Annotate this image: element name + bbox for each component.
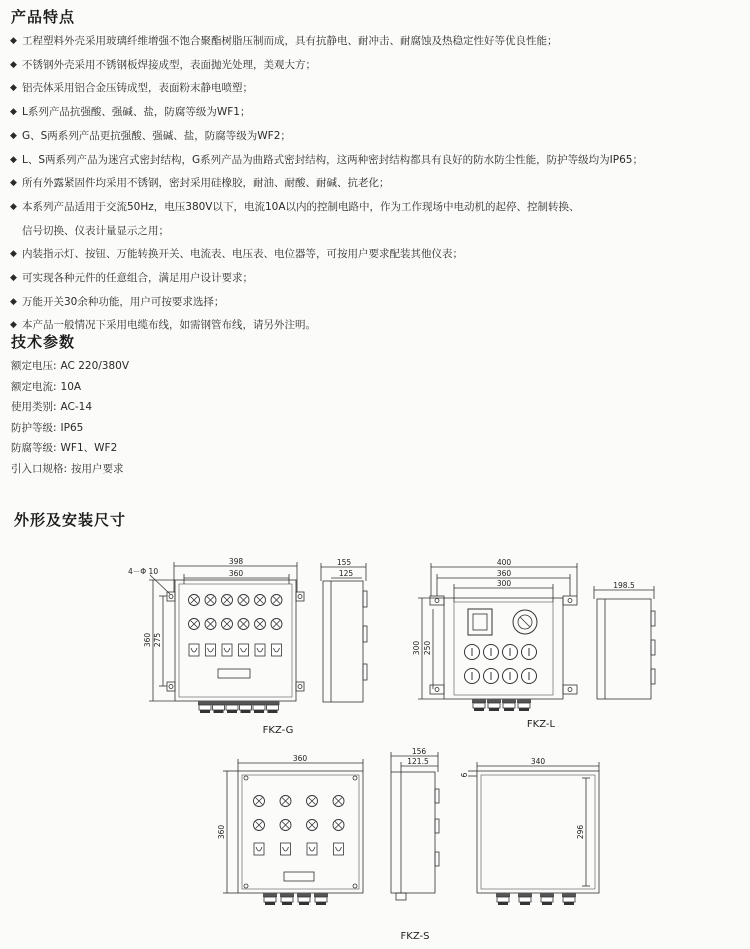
cable-gland-icon: [297, 893, 311, 905]
selector-switch-icon: [239, 644, 249, 656]
spec-label: 额定电流:: [11, 380, 57, 393]
dimensions-title: 外形及安装尺寸: [14, 511, 127, 529]
fkz-g-hole-note: 4－Φ 10: [128, 567, 159, 576]
fkz-s-side-outer: 156: [411, 747, 427, 756]
spec-value: AC 220/380V: [60, 360, 130, 372]
fkz-l-width-mid: 360: [496, 569, 512, 578]
selector-switch-icon: [334, 843, 344, 855]
fkz-g-side-inner: 125: [338, 569, 354, 578]
fkz-s-gap: 6: [460, 772, 469, 778]
indicator-lamp-icon: [205, 595, 216, 606]
feature-text: 铝壳体采用铝合金压铸成型，表面粉末静电喷塑；: [22, 82, 253, 95]
fkz-s-side-view: [391, 752, 439, 900]
fkz-g-width-outer: 398: [228, 557, 244, 566]
fkz-g-caption: FKZ-G: [262, 725, 294, 736]
indicator-lamp-icon: [254, 820, 265, 831]
fkz-g-width-inner: 360: [228, 569, 244, 578]
cable-gland-icon: [518, 893, 532, 905]
spec-label: 额定电压:: [11, 360, 57, 372]
feature-text: 可实现各种元件的任意组合，满足用户设计要求；: [22, 272, 253, 285]
cable-gland-icon: [239, 701, 253, 713]
spec-value: AC-14: [60, 401, 93, 414]
indicator-lamp-icon: [254, 796, 265, 807]
fkz-g-height-outer: 360: [143, 632, 152, 648]
spec-label: 引入口规格:: [11, 462, 68, 475]
indicator-lamp-icon: [280, 820, 291, 831]
indicator-lamp-icon: [307, 820, 318, 831]
cable-gland-icon: [562, 893, 576, 905]
push-button-icon: [465, 669, 480, 684]
push-button-icon: [522, 645, 537, 660]
feature-text: 本系列产品适用于交流50Hz，电压380V以下，电流10A以内的控制电路中，作为工作现场中电动机的起停、控制转换、: [22, 200, 580, 213]
fkz-g-side-outer: 155: [336, 558, 352, 567]
indicator-lamp-icon: [333, 796, 344, 807]
selector-switch-icon: [222, 644, 232, 656]
fkz-s-caption: FKZ-S: [400, 931, 430, 942]
indicator-lamp-icon: [238, 595, 249, 606]
bullet-icon: ◆: [10, 36, 17, 46]
indicator-lamp-icon: [255, 595, 266, 606]
indicator-lamp-icon: [205, 619, 216, 630]
spec-value: 10A: [60, 380, 82, 393]
fkz-g-front-view: [149, 562, 304, 701]
spec-value: 按用户要求: [71, 462, 124, 475]
bullet-icon: ◆: [10, 178, 17, 189]
push-button-icon: [522, 669, 537, 684]
fkz-l-height-outer: 300: [412, 640, 421, 656]
bullet-icon: ◆: [10, 320, 17, 331]
feature-text: 工程塑料外壳采用玻璃纤维增强不饱合聚酯树脂压制而成，具有抗静电、耐冲击、耐腐蚀及热稳定性好等优良性能；: [22, 35, 558, 47]
indicator-lamp-icon: [238, 619, 249, 630]
cable-gland-icon: [314, 893, 328, 905]
bullet-icon: ◆: [10, 107, 17, 118]
push-button-icon: [484, 669, 499, 684]
feature-text: L系列产品抗强酸、强碱、盐，防腐等级为WF1；: [22, 106, 251, 119]
feature-continuation: 信号切换、仪表计量显示之用；: [22, 224, 169, 237]
features-title: 产品特点: [11, 8, 76, 26]
selector-switch-icon: [206, 644, 216, 656]
cable-gland-icon: [263, 893, 277, 905]
indicator-lamp-icon: [333, 820, 344, 831]
fkz-l-side: 198.5: [613, 581, 635, 590]
bullet-icon: ◆: [10, 130, 17, 141]
cable-gland-icon: [487, 699, 501, 711]
feature-text: 不锈钢外壳采用不锈钢板焊接成型，表面抛光处理，美观大方；: [22, 58, 316, 71]
indicator-lamp-icon: [271, 619, 282, 630]
fkz-l-side-view: [594, 586, 655, 699]
selector-switch-icon: [281, 843, 291, 855]
spec-label: 防护等级:: [11, 421, 57, 434]
fkz-s-back-height: 296: [576, 824, 585, 840]
push-button-icon: [484, 645, 499, 660]
indicator-lamp-icon: [189, 619, 200, 630]
fkz-l-width-outer: 400: [496, 558, 512, 567]
feature-text: G、S两系列产品更抗强酸、强碱、盐，防腐等级为WF2；: [22, 129, 291, 142]
spec-label: 使用类别:: [11, 401, 57, 414]
feature-text: 内装指示灯、按钮、万能转换开关、电流表、电压表、电位器等，可按用户要求配装其他仪表；: [22, 248, 463, 261]
push-button-icon: [503, 645, 518, 660]
bullet-icon: ◆: [10, 249, 17, 260]
push-button-icon: [503, 669, 518, 684]
specs-title: 技术参数: [11, 333, 76, 351]
indicator-lamp-icon: [222, 619, 233, 630]
selector-switch-icon: [254, 843, 264, 855]
bullet-icon: ◆: [10, 201, 17, 212]
cable-gland-icon: [266, 701, 280, 713]
indicator-lamp-icon: [255, 619, 266, 630]
indicator-lamp-icon: [189, 595, 200, 606]
bullet-icon: ◆: [10, 154, 17, 165]
spec-value: WF1、WF2: [60, 442, 118, 455]
bullet-icon: ◆: [10, 83, 17, 94]
cable-gland-icon: [517, 699, 531, 711]
selector-switch-icon: [307, 843, 317, 855]
selector-switch-icon: [189, 644, 199, 656]
fkz-g-side-view: [321, 563, 367, 702]
push-button-icon: [465, 645, 480, 660]
cable-gland-icon: [198, 701, 212, 713]
cable-gland-icon: [496, 893, 510, 905]
fkz-s-side-inner: 121.5: [407, 757, 429, 766]
spec-value: IP65: [60, 421, 84, 434]
cable-gland-icon: [252, 701, 266, 713]
feature-text: 万能开关30余种功能，用户可按要求选择；: [22, 295, 225, 308]
cable-gland-icon: [225, 701, 239, 713]
fkz-l-width-inner: 300: [496, 579, 512, 588]
indicator-lamp-icon: [271, 595, 282, 606]
spec-label: 防腐等级:: [11, 442, 57, 455]
fkz-s-height: 360: [217, 824, 226, 840]
feature-text: L、S两系列产品为迷宫式密封结构，G系列产品为曲路式密封结构，这两种密封结构都具有良好的防水防尘性能，防护等级均为IP65；: [22, 153, 643, 166]
selector-switch-icon: [272, 644, 282, 656]
cable-gland-icon: [212, 701, 226, 713]
fkz-s-back-width: 340: [530, 757, 546, 766]
cable-gland-icon: [280, 893, 294, 905]
indicator-lamp-icon: [307, 796, 318, 807]
fkz-l-caption: FKZ-L: [526, 719, 556, 730]
cable-gland-icon: [502, 699, 516, 711]
feature-text: 所有外露紧固件均采用不锈钢，密封采用硅橡胶，耐油、耐酸、耐碱、抗老化；: [22, 177, 390, 190]
cable-gland-icon: [472, 699, 486, 711]
selector-switch-icon: [255, 644, 265, 656]
indicator-lamp-icon: [280, 796, 291, 807]
indicator-lamp-icon: [222, 595, 233, 606]
bullet-icon: ◆: [10, 296, 17, 307]
bullet-icon: ◆: [10, 59, 17, 70]
fkz-l-height-inner: 250: [423, 640, 432, 656]
feature-text: 本产品一般情况下采用电缆布线，如需钢管布线，请另外注明。: [22, 319, 316, 332]
fkz-s-width: 360: [292, 754, 308, 763]
cable-gland-icon: [540, 893, 554, 905]
bullet-icon: ◆: [10, 273, 17, 284]
fkz-g-height-inner: 275: [153, 632, 162, 648]
